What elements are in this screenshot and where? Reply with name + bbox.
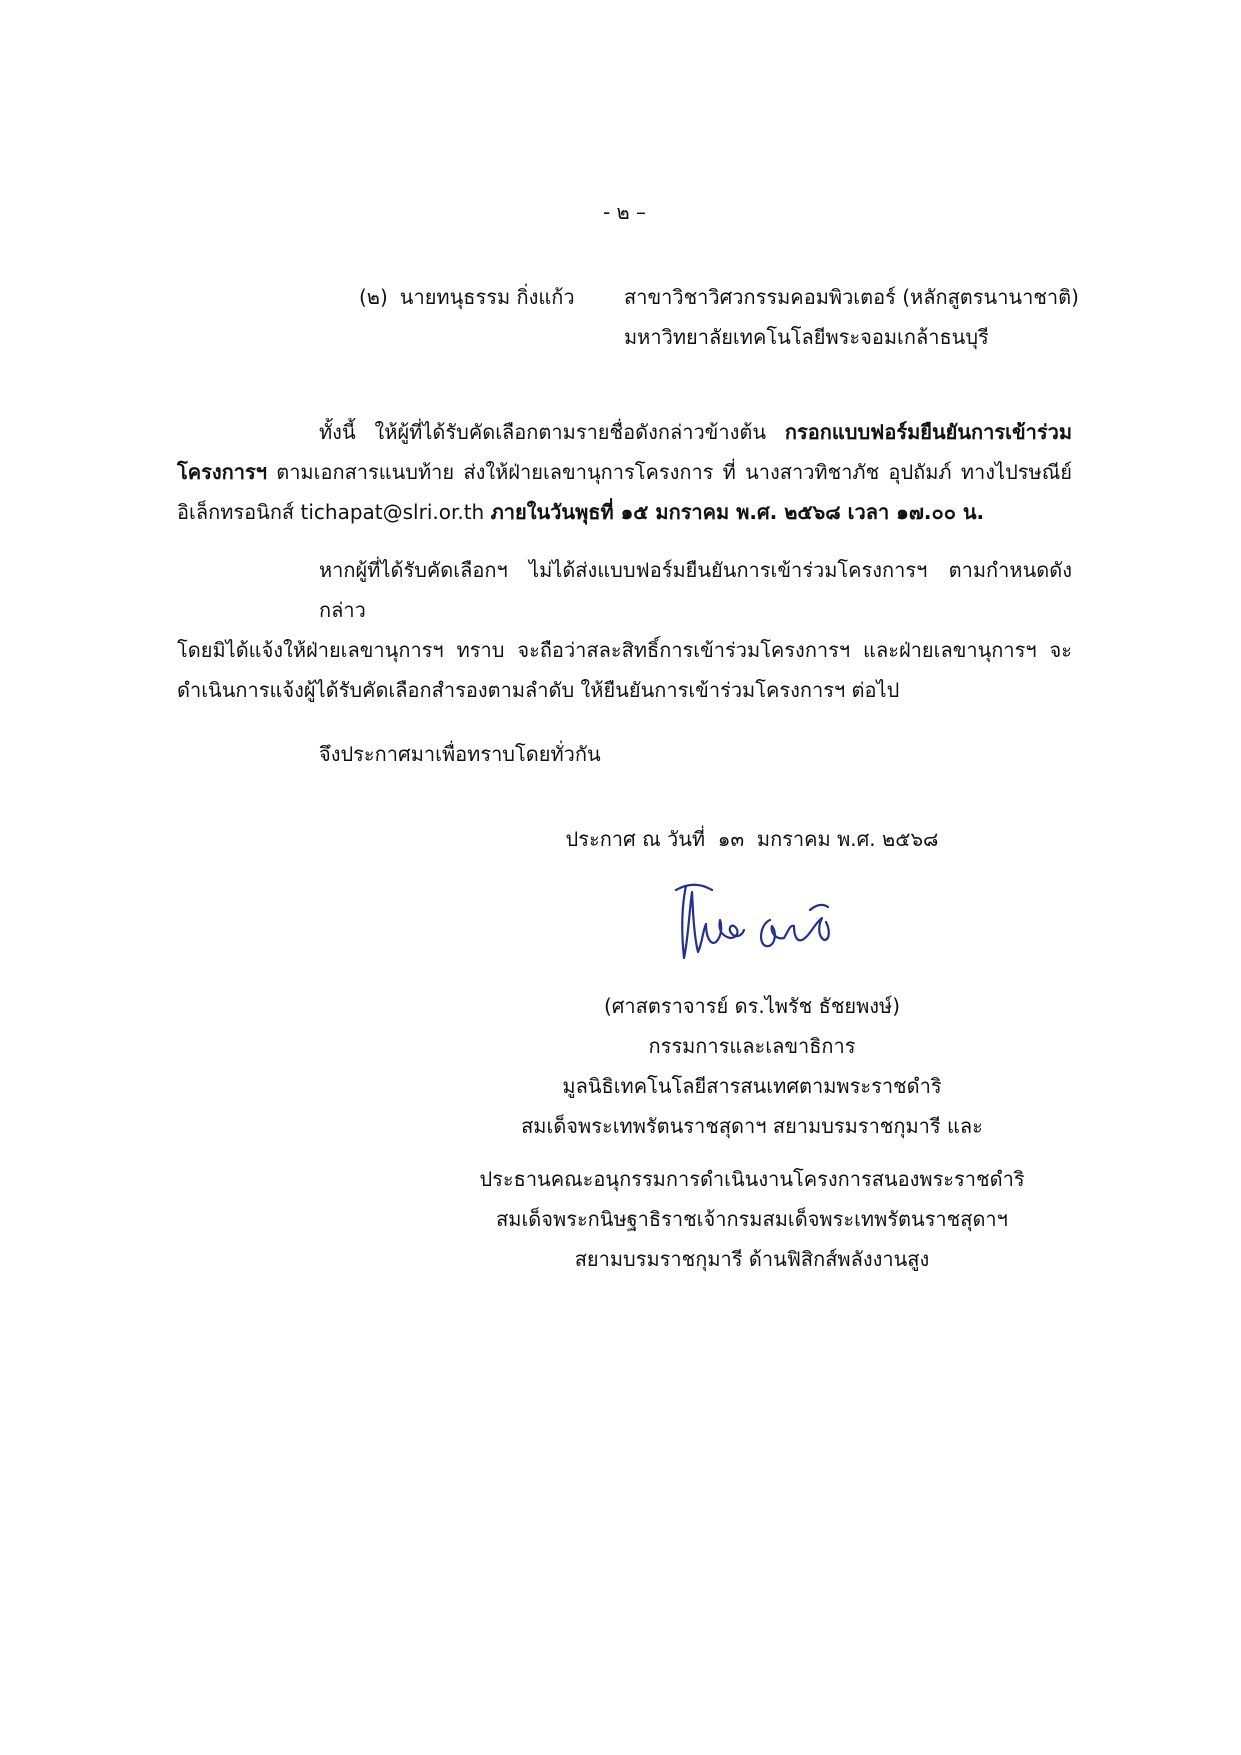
signatory-title: มูลนิธิเทคโนโลยีสารสนเทศตามพระราชดำริ — [562, 1074, 942, 1098]
forfeit-paragraph — [177, 550, 1072, 710]
signatory-title: สมเด็จพระกนิษฐาธิราชเจ้ากรมสมเด็จพระเทพรัตนราชสุดาฯ — [496, 1207, 1008, 1231]
signature-stroke — [676, 885, 712, 890]
entry-spacer — [177, 317, 624, 357]
signatory — [452, 986, 1052, 1146]
signatory-committee — [452, 1159, 1052, 1279]
signature-stroke — [810, 905, 828, 910]
paragraph-line: ดำเนินการแจ้งผู้ได้รับคัดเลือกสำรองตามลำดับ ให้ยืนยันการเข้าร่วมโครงการฯ ต่อไป — [177, 678, 900, 702]
signature-stroke — [682, 886, 706, 958]
paragraph-line — [177, 452, 1072, 492]
page-number: - ๒ – — [602, 200, 647, 224]
signatory-title: สยามบรมราชกุมารี ด้านฟิสิกส์พลังงานสูง — [574, 1247, 930, 1271]
signatory-title: กรรมการและเลขาธิการ — [648, 1034, 856, 1058]
signature-image — [672, 878, 832, 968]
document-body — [177, 0, 1079, 1279]
candidate-identity — [177, 277, 624, 317]
signatory-name: (ศาสตราจารย์ ดร.ไพรัช ธัชยพงษ์) — [603, 994, 901, 1018]
paragraph-text: ทั้งนี้ ให้ผู้ที่ได้รับคัดเลือกตามรายชื่อดังกล่าวข้างต้น — [319, 420, 767, 444]
signature-stroke — [761, 918, 829, 946]
candidate-university: มหาวิทยาลัยเทคโนโลยีพระจอมเกล้าธนบุรี — [624, 325, 989, 349]
paragraph-line — [177, 492, 1072, 532]
confirmation-paragraph — [177, 412, 1072, 532]
candidate-name: นายทนุธรรม กิ่งแก้ว — [399, 285, 575, 309]
paragraph-line: หากผู้ที่ได้รับคัดเลือกฯ ไม่ได้ส่งแบบฟอร์มยืนยันการเข้าร่วมโครงการฯ ตามกำหนดดังกล่าว — [319, 558, 1072, 622]
signatory-title: ประธานคณะอนุกรรมการดำเนินงานโครงการสนองพระราชดำริ — [479, 1167, 1025, 1191]
signatory-title: สมเด็จพระเทพรัตนราชสุดาฯ สยามบรมราชกุมารี และ — [521, 1114, 983, 1138]
emphasis-text: กรอกแบบฟอร์มยืนยันการเข้าร่วม — [784, 420, 1073, 444]
signature-stroke — [706, 920, 744, 943]
candidate-entry-row — [177, 277, 1079, 317]
paragraph-text: ตามเอกสารแนบท้าย ส่งให้ฝ่ายเลขานุการโครงการ ที่ นางสาวทิชาภัช อุปถัมภ์ ทางไปรษณีย์ — [276, 460, 1072, 484]
candidate-entry-row — [177, 317, 1072, 357]
candidate-department: สาขาวิชาวิศวกรรมคอมพิวเตอร์ (หลักสูตรนานาชาติ) — [624, 285, 1079, 309]
candidate-entry — [177, 277, 1079, 357]
signature-block — [452, 819, 1052, 1279]
email-address: tichapat@slri.or.th — [300, 500, 485, 524]
candidate-number: (๒) — [359, 285, 388, 309]
announcement-date: ประกาศ ณ วันที่ ๑๓ มกราคม พ.ศ. ๒๕๖๘ — [565, 827, 939, 851]
paragraph-text: อิเล็กทรอนิกส์ — [177, 500, 295, 524]
paragraph-line: โดยมิได้แจ้งให้ฝ่ายเลขานุการฯ ทราบ จะถือว่าสละสิทธิ์การเข้าร่วมโครงการฯ และฝ่ายเลขานุการฯ จะ — [177, 638, 1072, 662]
paragraph-line — [177, 412, 1072, 452]
closing-statement: จึงประกาศมาเพื่อทราบโดยทั่วกัน — [319, 742, 601, 766]
emphasis-text: โครงการฯ — [177, 460, 267, 484]
deadline-text: ภายในวันพุธที่ ๑๕ มกราคม พ.ศ. ๒๕๖๘ เวลา ๑๗.๐๐ น. — [490, 500, 985, 524]
